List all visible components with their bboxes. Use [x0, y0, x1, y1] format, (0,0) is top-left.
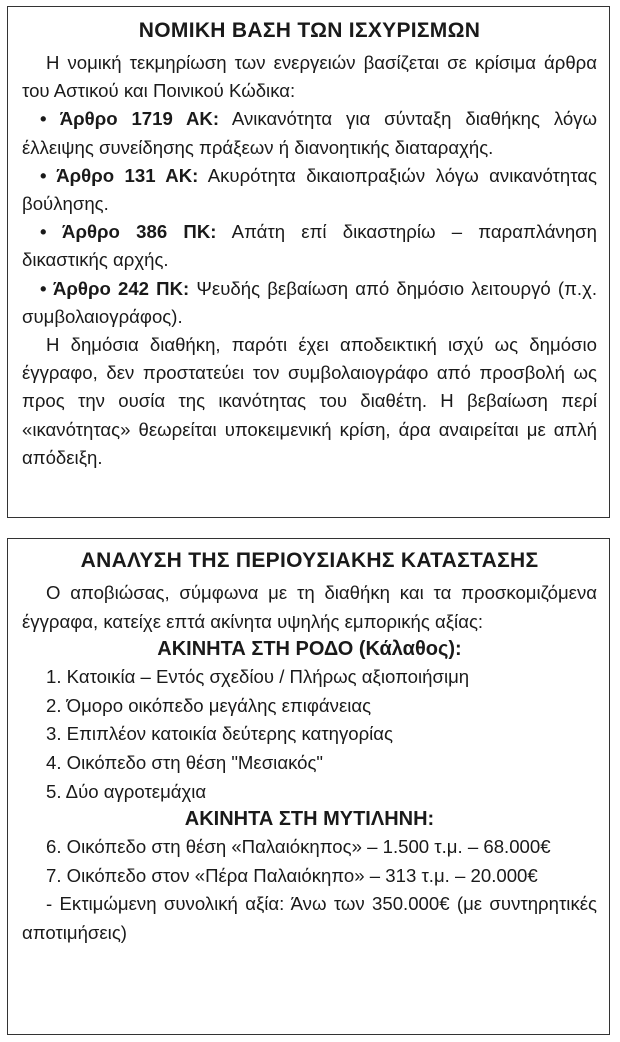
article-item	[22, 218, 597, 274]
property-analysis-intro: Ο αποβιώσας, σύμφωνα με τη διαθήκη και τα προσκομιζόμενα έγγραφα, κατείχε επτά ακίνητα υψηλής εμπορικής αξίας:	[22, 582, 597, 632]
article-item	[22, 105, 597, 161]
property-analysis-box	[7, 538, 610, 1035]
property-item: 2. Όμορο οικόπεδο μεγάλης επιφάνειας	[46, 694, 372, 716]
property-analysis-title: ΑΝΑΛΥΣΗ ΤΗΣ ΠΕΡΙΟΥΣΙΑΚΗΣ ΚΑΤΑΣΤΑΣΗΣ	[80, 549, 539, 572]
property-item: 3. Επιπλέον κατοικία δεύτερης κατηγορίας	[46, 723, 394, 745]
article-text: Ακυρότητα δικαιοπραξιών λόγω ανικανότητας βούλησης.	[22, 164, 597, 215]
article-label: • Άρθρο 242 ΠΚ:	[40, 277, 190, 299]
property-item: 1. Κατοικία – Εντός σχεδίου / Πλήρως αξιοποιήσιμη	[46, 666, 470, 688]
legal-basis-box	[7, 6, 610, 518]
legal-basis-closing: Η δημόσια διαθήκη, παρότι έχει αποδεικτική ισχύ ως δημόσιο έγγραφο, δεν προστατεύει τον συμβολαιογράφο από προσβολή ως προς την ουσία της ικανότητας του διαθέτη. Η βεβαίωση περί «ικανότητας» θεωρείται υποκειμενική κρίση, άρα αναιρείται με απλή απόδειξη.	[22, 334, 597, 468]
rhodes-subtitle: ΑΚΙΝΗΤΑ ΣΤΗ ΡΟΔΟ (Κάλαθος):	[157, 638, 462, 661]
property-item: 4. Οικόπεδο στη θέση "Μεσιακός"	[46, 751, 324, 773]
article-item	[22, 275, 597, 331]
article-label: • Άρθρο 386 ΠΚ:	[40, 221, 217, 243]
article-label: • Άρθρο 1719 ΑΚ:	[40, 108, 220, 130]
legal-basis-intro: Η νομική τεκμηρίωση των ενεργειών βασίζεται σε κρίσιμα άρθρα του Αστικού και Ποινικού Κώδικα:	[22, 52, 597, 102]
mytilene-subtitle: ΑΚΙΝΗΤΑ ΣΤΗ ΜΥΤΙΛΗΝΗ:	[184, 808, 435, 831]
article-text: Ανικανότητα για σύνταξη διαθήκης λόγω έλλειψης συνείδησης πράξεων ή διανοητικής διαταραχής.	[22, 108, 597, 158]
property-item: 7. Οικόπεδο στον «Πέρα Παλαιόκηπο» – 313 τ.μ. – 20.000€	[46, 864, 538, 886]
article-text: Απάτη επί δικαστηρίω – παραπλάνηση δικαστικής αρχής.	[22, 221, 597, 271]
legal-basis-title: ΝΟΜΙΚΗ ΒΑΣΗ ΤΩΝ ΙΣΧΥΡΙΣΜΩΝ	[138, 19, 481, 42]
article-text: Ψευδής βεβαίωση από δημόσιο λειτουργό (π.χ. συμβολαιογράφος).	[22, 277, 598, 327]
total-estimate: - Εκτιμώμενη συνολική αξία: Άνω των 350.000€ (με συντηρητικές αποτιμήσεις)	[22, 893, 597, 943]
property-item: 6. Οικόπεδο στη θέση «Παλαιόκηπος» – 1.500 τ.μ. – 68.000€	[46, 836, 551, 858]
property-item: 5. Δύο αγροτεμάχια	[46, 780, 207, 802]
article-label: • Άρθρο 131 ΑΚ:	[40, 164, 199, 186]
article-item	[22, 162, 597, 218]
